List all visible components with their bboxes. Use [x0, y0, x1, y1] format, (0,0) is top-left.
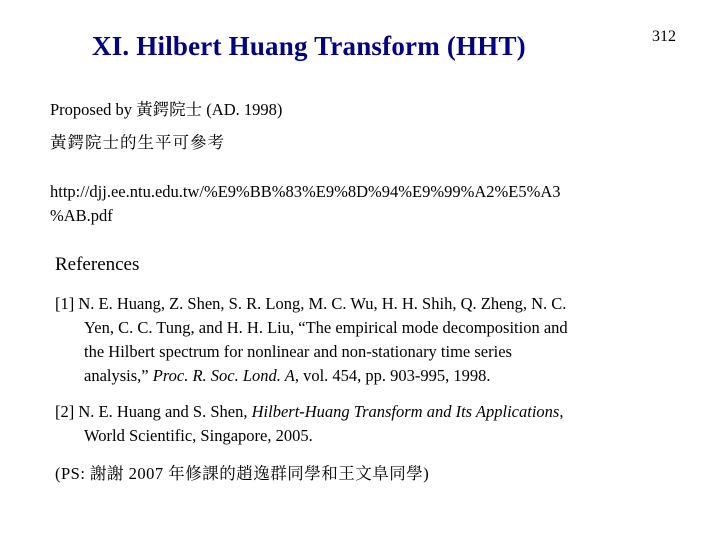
reference-1	[55, 292, 568, 388]
reference-1-journal: Proc. R. Soc. Lond. A	[152, 366, 295, 385]
reference-2	[55, 400, 563, 448]
ps-note: (PS: 謝謝 2007 年修課的趙逸群同學和王文阜同學)	[55, 464, 430, 483]
reference-2-line-1	[55, 402, 563, 421]
reference-1-line-2: Yen, C. C. Tung, and H. H. Liu, “The empirical mode decomposition and	[84, 318, 568, 337]
bio-url-line-2: %AB.pdf	[50, 206, 113, 225]
slide-title: XI. Hilbert Huang Transform (HHT)	[92, 31, 526, 61]
reference-2-book-title: Hilbert-Huang Transform and Its Applications	[251, 402, 560, 421]
reference-1-line-4-suffix: , vol. 454, pp. 903-995, 1998.	[294, 366, 491, 385]
proposed-prefix: Proposed by	[50, 100, 137, 119]
proposed-by-line	[50, 98, 282, 122]
proposed-suffix: (AD. 1998)	[202, 100, 283, 119]
bio-line: 黃鍔院士的生平可參考	[50, 133, 225, 152]
reference-2-line-1-prefix: [2] N. E. Huang and S. Shen,	[55, 402, 252, 421]
references-heading: References	[55, 254, 140, 275]
proposer-name: 黃鍔院士	[136, 100, 203, 119]
reference-1-line-4	[55, 364, 568, 388]
reference-2-line-2: World Scientific, Singapore, 2005.	[84, 426, 313, 445]
page-number: 312	[652, 28, 676, 45]
reference-1-line-3: the Hilbert spectrum for nonlinear and non-stationary time series	[84, 342, 512, 361]
bio-url-line-1: http://djj.ee.ntu.edu.tw/%E9%BB%83%E9%8D%94%E9%99%A2%E5%A3	[50, 182, 561, 201]
reference-2-line-1-suffix: ,	[559, 402, 564, 421]
reference-1-line-4-prefix: analysis,”	[84, 366, 153, 385]
reference-1-line-1: [1] N. E. Huang, Z. Shen, S. R. Long, M. C. Wu, H. H. Shih, Q. Zheng, N. C.	[55, 294, 567, 313]
